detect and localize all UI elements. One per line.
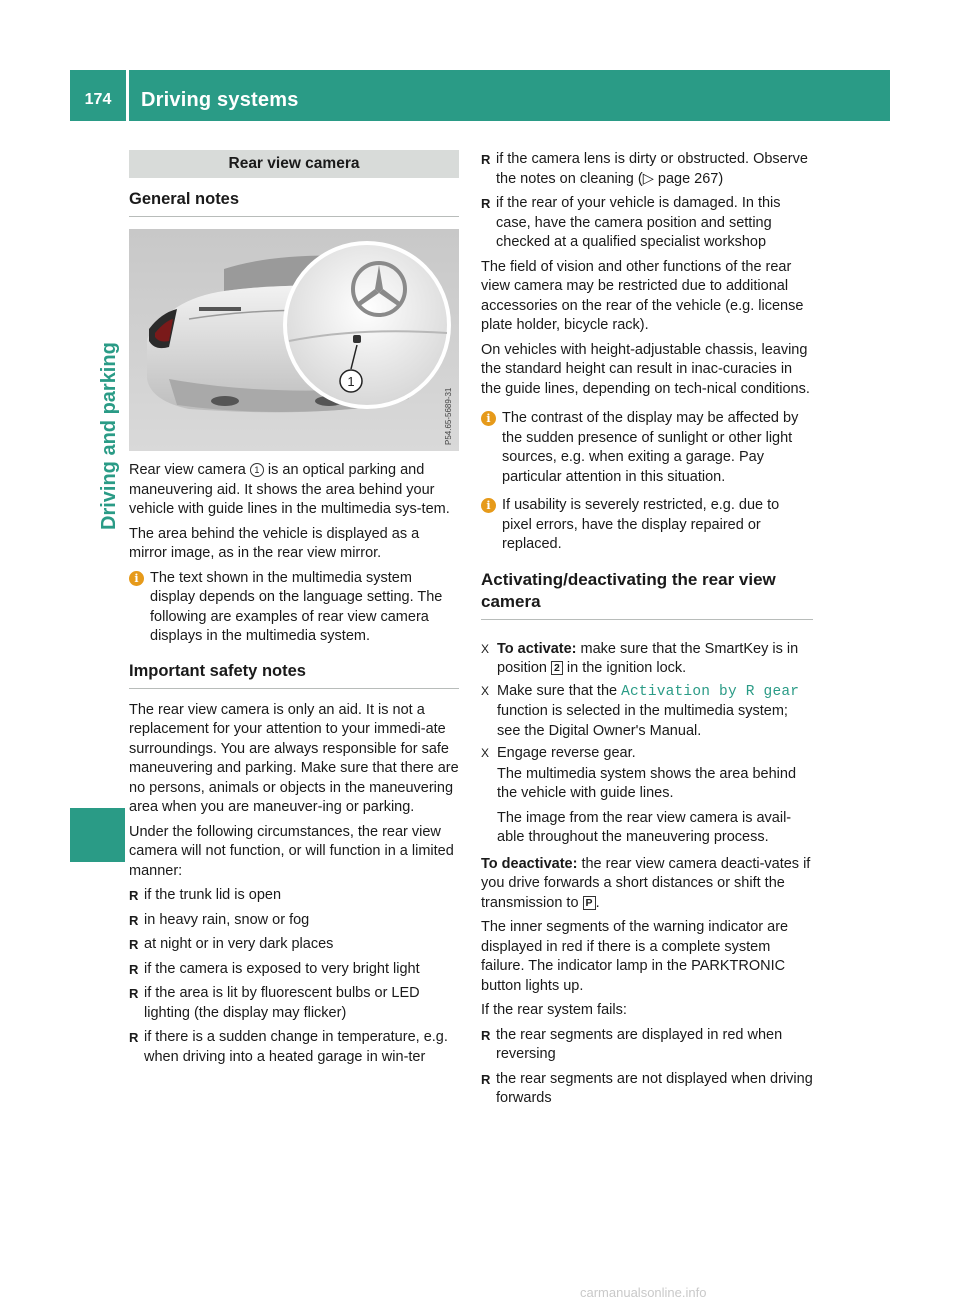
- circumstances-list: [129, 886, 459, 1067]
- right-column: [481, 150, 813, 1114]
- info-icon: i: [481, 411, 496, 426]
- safety-paragraph: The rear view camera is only an aid. It is not a replacement for your attention to your immedi-ate surroundings. You are always responsible for safe maneuvering and parking. Make sure that there are no persons, animals or objects in the maneuvering area when you are maneuver-ing or parking.: [129, 701, 459, 815]
- chassis-paragraph: On vehicles with height-adjustable chassis, leaving the standard height can result in inac-curacies in the guide lines, depending on tech-nical conditions.: [481, 341, 810, 397]
- circumstances-paragraph: Under the following circumstances, the rear view camera will not function, or will function in a limited manner:: [129, 823, 454, 879]
- side-tab-label-wrap: [78, 250, 118, 530]
- bullet-icon: R: [129, 888, 139, 903]
- section-banner: Rear view camera: [129, 150, 459, 178]
- list-item: R if the camera lens is dirty or obstructed. Observe the notes on cleaning (▷ page 267): [481, 151, 808, 187]
- step-arrow-icon: X: [481, 641, 490, 656]
- bullet-icon: R: [129, 937, 139, 952]
- rear-view-camera-figure: [129, 229, 459, 451]
- figure-callout: 1: [347, 374, 355, 389]
- list-item: R at night or in very dark places: [129, 935, 459, 955]
- bullet-icon: R: [129, 986, 139, 1001]
- display-message: Activation by R gear: [621, 683, 800, 700]
- info-icon: i: [129, 571, 144, 586]
- segments-paragraph: The inner segments of the warning indicator are displayed in red if there is a complete system failure. The indicator lamp in the PARKTRONIC button lights up.: [481, 919, 789, 994]
- info-note: i The contrast of the display may be affected by the sudden presence of sunlight or other light sources, e.g. when exiting a garage. Pay particular attention in this situation.: [481, 409, 813, 487]
- transmission-p-icon: P: [583, 896, 596, 910]
- key-position-2-icon: 2: [551, 661, 563, 675]
- side-tab-marker: [70, 808, 125, 862]
- side-tab: [70, 132, 125, 1302]
- info-note: i If usability is severely restricted, e.g. due to pixel errors, have the display repaired or replaced.: [481, 496, 813, 555]
- list-item: R the rear segments are not displayed when driving forwards: [481, 1070, 813, 1106]
- mirror-paragraph: The area behind the vehicle is displayed as a mirror image, as in the rear view mirror.: [129, 525, 420, 561]
- activation-heading: Activating/deactivating the rear view camera: [481, 569, 813, 620]
- page-number: 174: [84, 91, 112, 108]
- left-column: [129, 150, 459, 1072]
- bullet-icon: R: [129, 912, 139, 928]
- step-arrow-icon: X: [481, 683, 490, 698]
- callout-1-icon: 1: [250, 463, 264, 477]
- bullet-icon: R: [481, 1071, 491, 1087]
- general-notes-heading: General notes: [129, 189, 459, 217]
- page-header: [70, 70, 890, 121]
- bullet-icon: R: [481, 1027, 491, 1043]
- bullet-icon: R: [129, 961, 139, 977]
- field-of-vision-paragraph: The field of vision and other functions of the rear view camera may be restricted due to additional accessories on the rear of the vehicle (e.g. license plate holder, bicycle rack).: [481, 258, 804, 333]
- safety-heading: Important safety notes: [129, 661, 459, 689]
- car-rear-illustration: [129, 229, 459, 451]
- side-tab-label: Driving and parking: [98, 342, 120, 530]
- bullet-icon: R: [481, 152, 491, 167]
- system-fails-paragraph: If the rear system fails:: [481, 1002, 627, 1018]
- info-note: i The text shown in the multimedia system display depends on the language setting. The following are examples of rear view camera displays in the multimedia system.: [129, 569, 459, 647]
- list-item: R if there is a sudden change in temperature, e.g. when driving into a heated garage in win-ter: [129, 1029, 448, 1065]
- step-check-function: X Make sure that the Activation by R gear function is selected in the multimedia system; see the Digital Owner's Manual.: [481, 682, 800, 739]
- bullet-icon: R: [481, 196, 491, 211]
- step-activate: X To activate: make sure that the SmartKey is in position 2 in the ignition lock.: [481, 640, 799, 676]
- intro-paragraph: Rear view camera 1 is an optical parking and maneuvering aid. It shows the area behind your vehicle with guide lines in the multimedia sys-tem.: [129, 462, 450, 517]
- list-item: R in heavy rain, snow or fog: [129, 911, 459, 931]
- list-item: R if the camera is exposed to very bright light: [129, 960, 459, 980]
- chapter-title: Driving systems: [141, 89, 299, 111]
- figure-code: P54.65-5689-31: [444, 387, 453, 445]
- step-reverse-gear: X Engage reverse gear. The multimedia system shows the area behind the vehicle with guide lines. The image from the rear view camera is avail-able throughout the maneuvering process.: [481, 745, 797, 845]
- deactivate-paragraph: To deactivate: the rear view camera deacti-vates if you drive forwards a short distances or shift the transmission to P .: [481, 855, 811, 911]
- list-item: R if the rear of your vehicle is damaged. In this case, have the camera position and setting checked at a qualified specialist workshop: [481, 195, 781, 250]
- list-item: R if the trunk lid is open: [129, 886, 459, 906]
- step-arrow-icon: X: [481, 746, 490, 760]
- list-item: R if the area is lit by fluorescent bulbs or LED lighting (the display may flicker): [129, 985, 420, 1021]
- header-separator: [126, 70, 129, 121]
- bullet-icon: R: [129, 1030, 139, 1045]
- footer-watermark: carmanualsonline.info: [580, 1285, 707, 1300]
- info-icon: i: [481, 498, 496, 513]
- list-item: R the rear segments are displayed in red when reversing: [481, 1026, 783, 1062]
